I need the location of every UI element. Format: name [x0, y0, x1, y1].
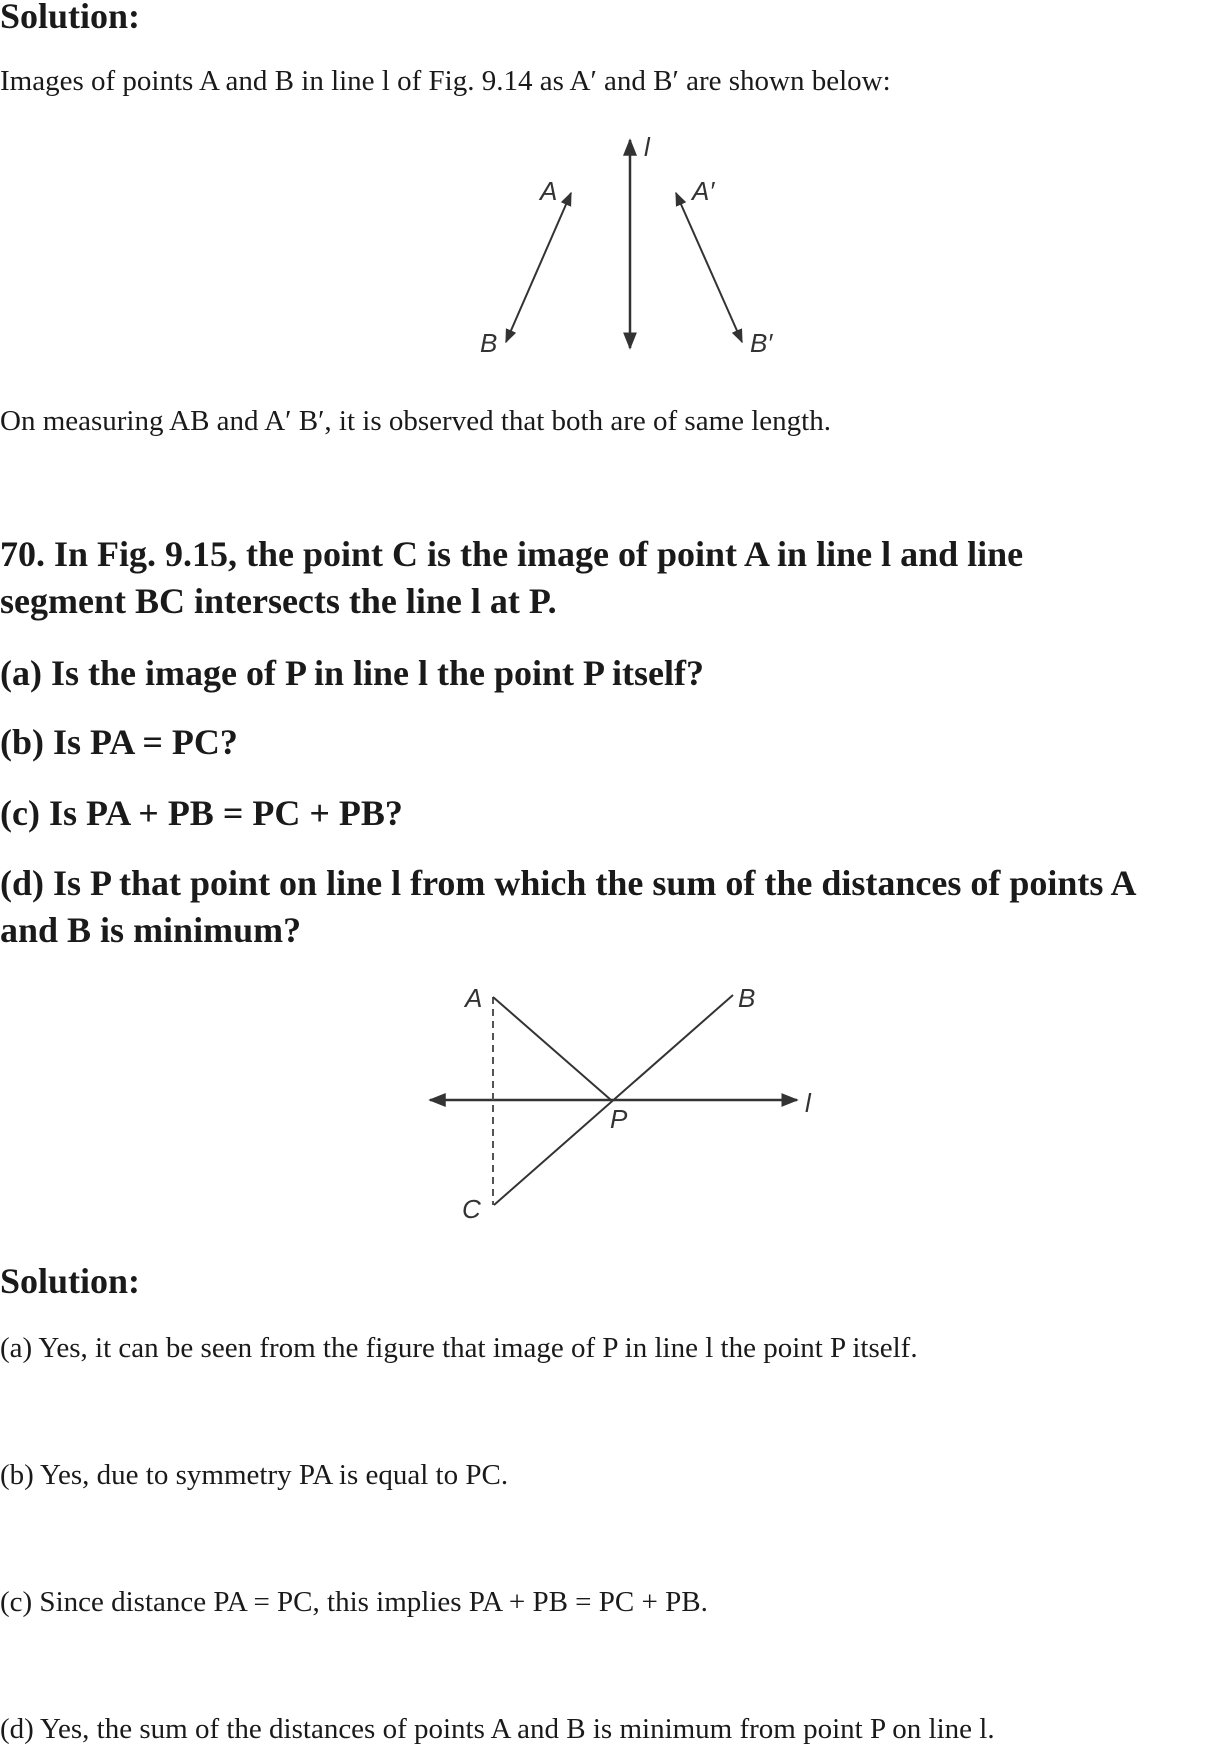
label-b: B: [480, 328, 498, 358]
question-c: (c) Is PA + PB = PC + PB?: [0, 793, 403, 833]
label-b: B: [738, 983, 756, 1013]
question-d-line-2: and B is minimum?: [0, 910, 302, 950]
solution-heading: Solution:: [0, 0, 141, 36]
segment-a-prime-b-prime: [676, 193, 742, 342]
answer-d: (d) Yes, the sum of the distances of points A and B is minimum from point P on line l.: [0, 1713, 995, 1745]
solution-heading-2: Solution:: [0, 1261, 141, 1301]
answer-b: (b) Yes, due to symmetry PA is equal to PC.: [0, 1459, 509, 1491]
question-a: (a) Is the image of P in line l the point P itself?: [0, 653, 704, 693]
question-line-1: 70. In Fig. 9.15, the point C is the image of point A in line l and line: [0, 534, 1024, 574]
figure-9-14: [480, 132, 773, 358]
segment-ap: [493, 997, 611, 1100]
question-b: (b) Is PA = PC?: [0, 722, 238, 762]
label-a: A: [465, 983, 483, 1013]
label-l: l: [644, 132, 650, 162]
segment-ab: [506, 193, 571, 342]
label-p: P: [610, 1104, 628, 1134]
question-line-2: segment BC intersects the line l at P.: [0, 581, 557, 621]
question-d-line-1: (d) Is P that point on line l from which the sum of the distances of points A: [0, 863, 1137, 903]
label-l: l: [805, 1088, 811, 1118]
answer-c: (c) Since distance PA = PC, this implies PA + PB = PC + PB.: [0, 1586, 708, 1618]
solution-conclusion: On measuring AB and A′ B′, it is observed that both are of same length.: [0, 405, 831, 437]
answer-a: (a) Yes, it can be seen from the figure that image of P in line l the point P itself.: [0, 1332, 918, 1364]
solution-intro: Images of points A and B in line l of Fig. 9.14 as A′ and B′ are shown below:: [0, 65, 891, 97]
label-a-prime: A′: [692, 176, 715, 206]
label-a: A: [540, 176, 558, 206]
label-b-prime: B′: [750, 328, 773, 358]
label-c: C: [462, 1194, 481, 1224]
figure-9-15: [430, 983, 812, 1224]
